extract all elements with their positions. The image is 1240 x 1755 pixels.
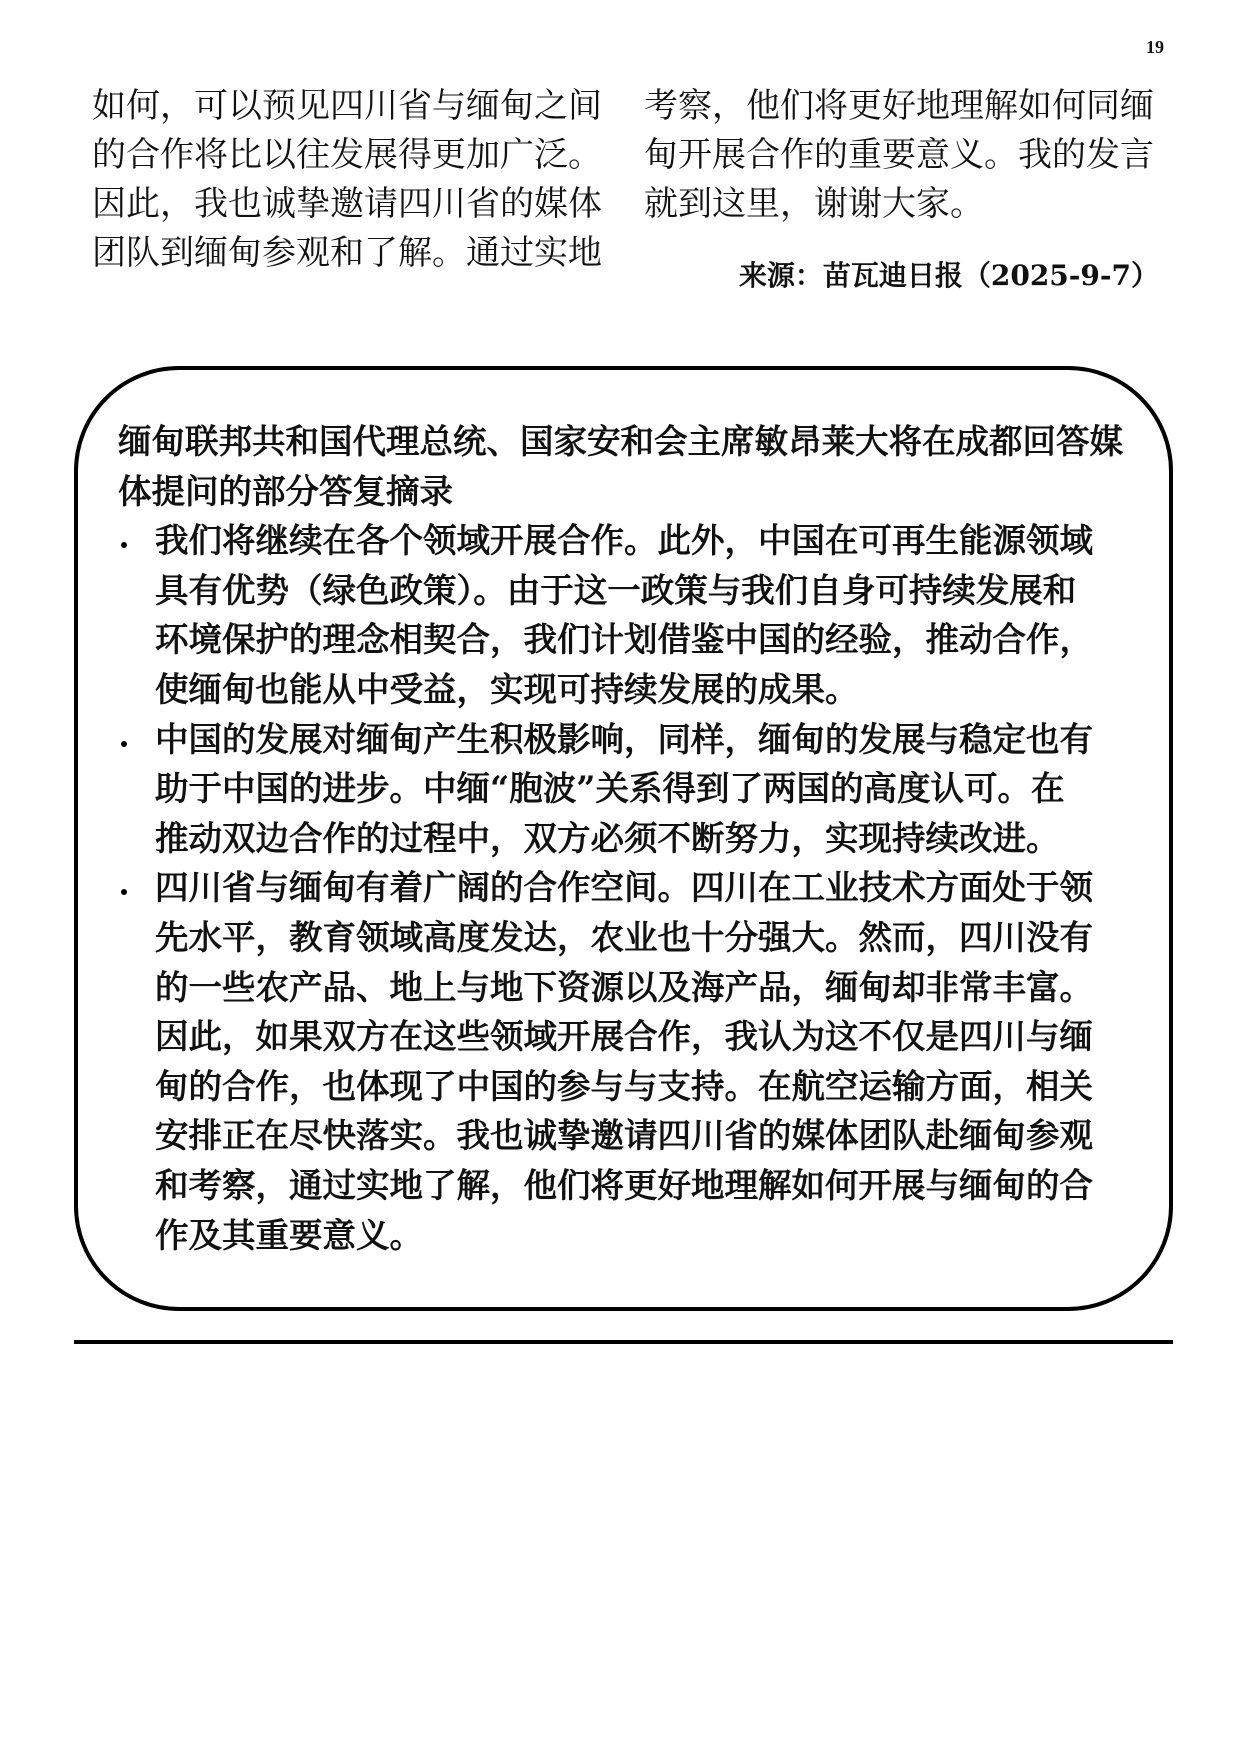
page-number: 19 (1146, 37, 1164, 57)
bullet-line: 推动双边合作的过程中，双方必须不断努力，实现持续改进。 (155, 818, 1060, 858)
bullet-line: 四川省与缅甸有着广阔的合作空间。四川在工业技术方面处于领 (155, 868, 1093, 908)
article-line: 考察，他们将更好地理解如何同缅 (644, 86, 1154, 126)
bullet-line: 中国的发展对缅甸产生积极影响，同样，缅甸的发展与稳定也有 (155, 719, 1093, 759)
bullet-item (118, 863, 1123, 1260)
article-line: 的合作将比以往发展得更加广泛。 (92, 135, 602, 175)
bullet-line: 安排正在尽快落实。我也诚挚邀请四川省的媒体团队赴缅甸参观 (155, 1116, 1093, 1156)
bullet-line: 的一些农产品、地上与地下资源以及海产品，缅甸却非常丰富。 (155, 967, 1093, 1007)
article-left-column (92, 82, 602, 278)
bullet-line: 使缅甸也能从中受益，实现可持续发展的成果。 (155, 669, 859, 709)
bullet-line: 环境保护的理念相契合，我们计划借鉴中国的经验，推动合作， (155, 620, 1093, 660)
bullet-line: 甸的合作，也体现了中国的参与与支持。在航空运输方面，相关 (155, 1066, 1093, 1106)
excerpt-heading-line: 体提问的部分答复摘录 (118, 471, 453, 511)
article-line: 团队到缅甸参观和了解。通过实地 (92, 233, 602, 273)
bullet-marker (121, 542, 127, 548)
bullet-line: 因此，如果双方在这些领域开展合作，我认为这不仅是四川与缅 (155, 1017, 1093, 1057)
excerpt-heading-line: 缅甸联邦共和国代理总统、国家安和会主席敏昂莱大将在成都回答媒 (118, 422, 1123, 461)
bullet-line: 先水平，教育领域高度发达，农业也十分强大。然而，四川没有 (155, 917, 1093, 957)
article-right-column (644, 82, 1154, 229)
bullet-item (118, 715, 1123, 864)
article-line: 如何，可以预见四川省与缅甸之间 (92, 86, 602, 126)
bullet-line: 助于中国的进步。中缅“胞波”关系得到了两国的高度认可。在 (155, 769, 1065, 809)
bullet-line: 我们将继续在各个领域开展合作。此外，中国在可再生能源领域 (155, 521, 1093, 561)
bullet-marker (121, 889, 127, 895)
article-line: 就到这里，谢谢大家。 (644, 184, 984, 224)
bullet-line: 具有优势（绿色政策）。由于这一政策与我们自身可持续发展和 (155, 570, 1077, 610)
horizontal-rule (74, 1340, 1173, 1344)
bullet-item (118, 516, 1123, 714)
article-line: 甸开展合作的重要意义。我的发言 (644, 135, 1154, 175)
bullet-line: 和考察，通过实地了解，他们将更好地理解如何开展与缅甸的合 (155, 1165, 1093, 1205)
article-line: 因此，我也诚挚邀请四川省的媒体 (92, 184, 602, 224)
excerpt-box (74, 366, 1173, 1311)
excerpt-content (118, 417, 1123, 1260)
bullet-line: 作及其重要意义。 (155, 1215, 423, 1255)
article-source: 来源：苗瓦迪日报（2025-9-7） (738, 259, 1159, 292)
bullet-marker (121, 741, 127, 747)
